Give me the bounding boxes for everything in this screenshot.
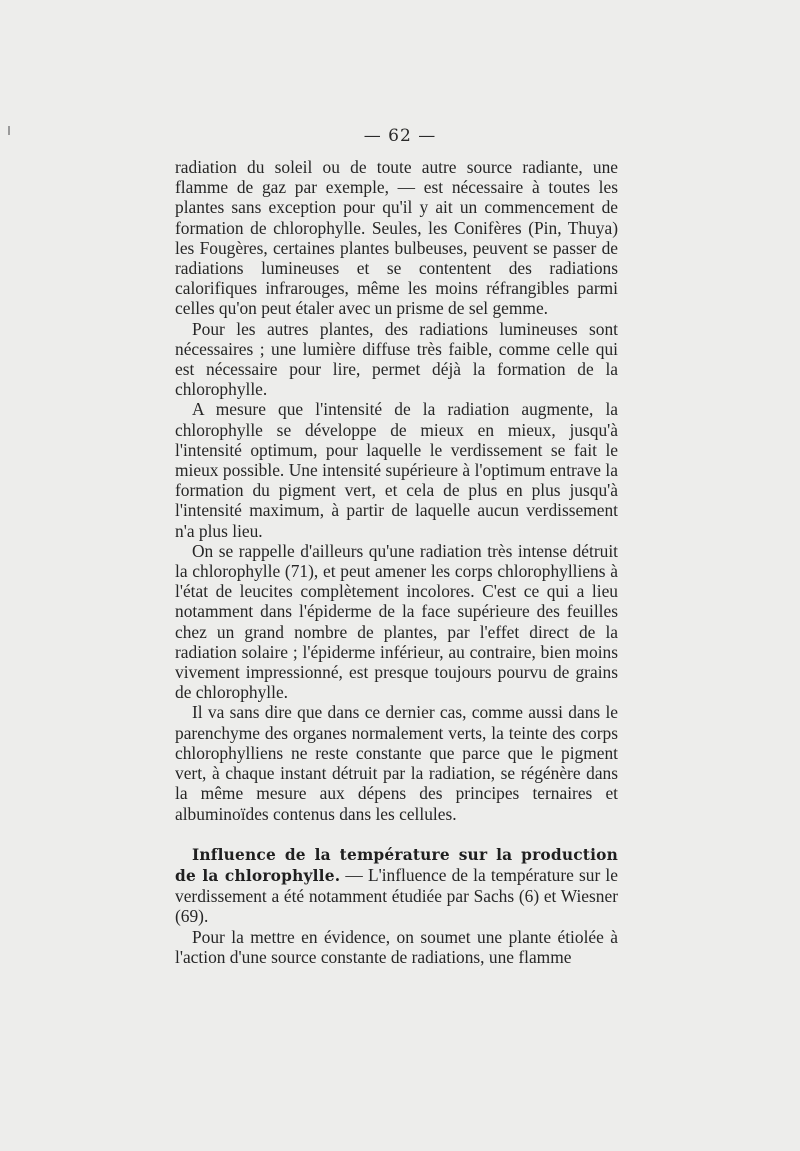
paragraph: A mesure que l'intensité de la radiation augmente, la chlorophylle se développe de mieux en mieux, jusqu'à l'intensité optimum, pour laquelle le verdissement se fait le mieux possible. Une intensité supérieure à l'optimum entrave la formation du pigment vert, et cela de plus en plus jusqu'à l'intensité maximum, à partir de laquelle aucun verdissement n'a plus lieu. bbox=[175, 399, 618, 541]
paragraph: Il va sans dire que dans ce dernier cas, comme aussi dans le parenchyme des organes normalement verts, la teinte des corps chlorophylliens ne reste constante que parce que le pigment vert, à chaque instant détruit par la radiation, se régénère dans la même mesure aux dépens des principes ternaires et albuminoïdes contenus dans les cellules. bbox=[175, 702, 618, 824]
section-gap bbox=[175, 824, 618, 844]
paragraph: Pour la mettre en évidence, on soumet une plante étiolée à l'action d'une source constante de radiations, une flamme bbox=[175, 926, 618, 967]
page-number: — 62 — bbox=[363, 126, 437, 146]
section-heading-continuation: — L'influence de la température sur le verdissement a été notamment étudiée par Sachs (6) et Wiesner (69). bbox=[175, 864, 618, 927]
paragraph: On se rappelle d'ailleurs qu'une radiation très intense détruit la chlorophylle (71), et peut amener les corps chlorophylliens à l'état de leucites complètement incolores. C'est ce qui a lieu notamment dans l'épiderme de la face supérieure des feuilles chez un grand nombre de plantes, par l'effet direct de la radiation solaire ; l'épiderme inférieur, au contraire, bien moins vivement impressionné, est presque toujours pourvu de grains de chlorophylle. bbox=[175, 540, 618, 703]
body-text bbox=[175, 157, 618, 967]
paragraph: Pour les autres plantes, des radiations lumineuses sont nécessaires ; une lumière diffuse très faible, comme celle qui est nécessaire pour lire, permet déjà la formation de la chlorophylle. bbox=[175, 318, 618, 400]
paragraph-continuation: radiation du soleil ou de toute autre source radiante, une flamme de gaz par exemple, — est nécessaire à toutes les plantes sans exception pour qu'il y ait un commencement de formation de chlorophylle. Seules, les Conifères (Pin, Thuya) les Fougères, certaines plantes bulbeuses, peuvent se passer de radiations lumineuses et se contentent des radiations calorifiques infrarouges, même les moins réfrangibles parmi celles qu'on peut étaler avec un prisme de sel gemme. bbox=[175, 157, 618, 319]
section-heading: Influence de la température sur la production de la chlorophylle. bbox=[175, 845, 618, 885]
section-paragraph bbox=[175, 844, 618, 927]
